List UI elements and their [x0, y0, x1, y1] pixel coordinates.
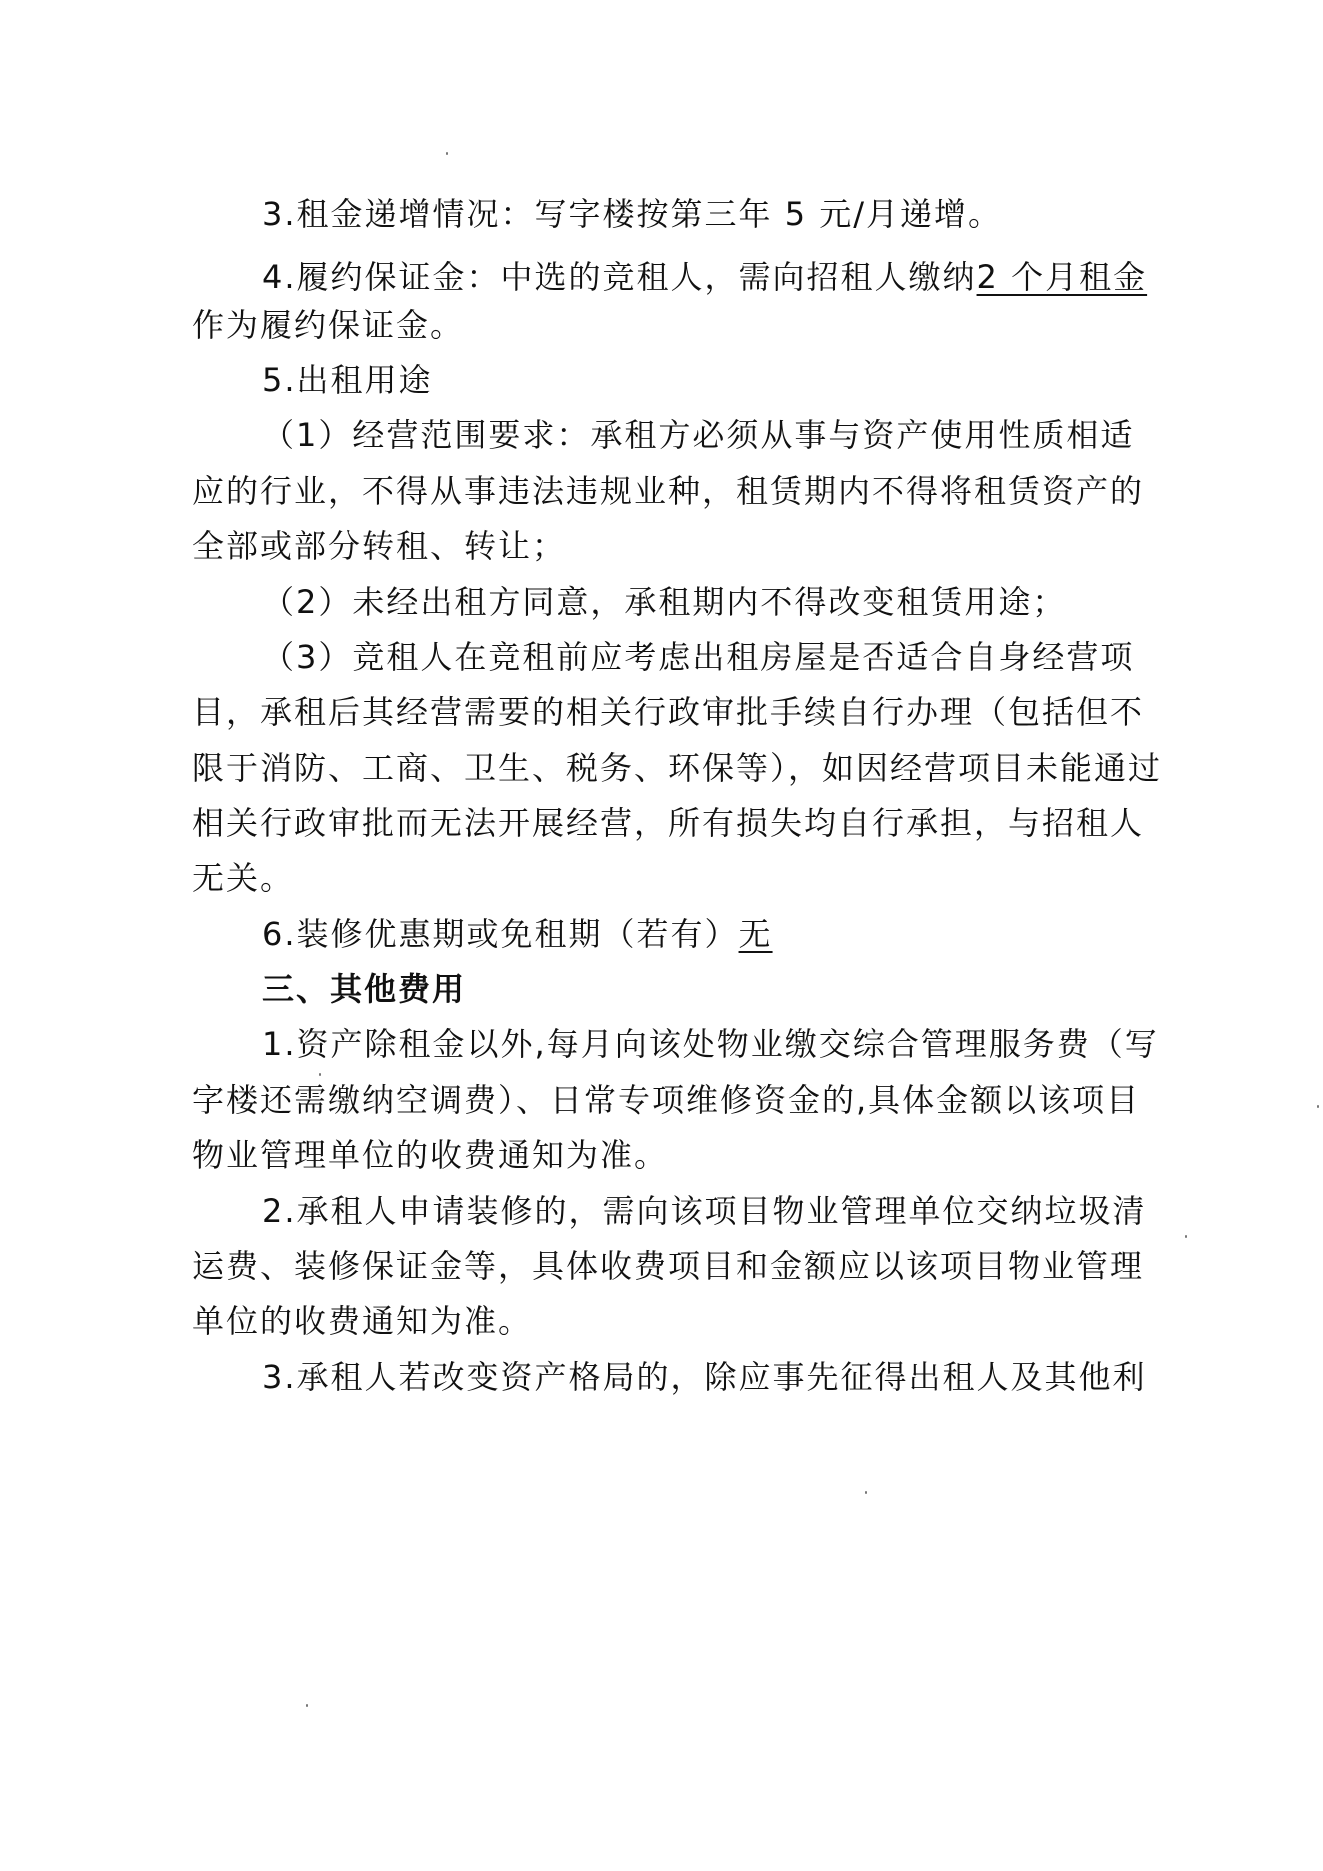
paragraph-fee-2-cont-b: [192, 1301, 532, 1341]
scan-speck: [306, 1704, 308, 1707]
paragraph-fee-2: [262, 1191, 1147, 1231]
text-scope-3-cont-b: 限于消防、工商、卫生、税务、环保等），如因经营项目未能通过: [192, 749, 1163, 787]
text-scope-3-cont-d: 无关。: [192, 859, 295, 897]
paragraph-fee-1: [262, 1024, 1159, 1064]
text-scope-1-cont-b: 全部或部分转租、转让；: [192, 527, 567, 565]
paragraph-fee-1-cont-b: [192, 1135, 668, 1175]
paragraph-rent-free-period: [262, 914, 773, 954]
text-fee-2-cont-a: 运费、装修保证金等，具体收费项目和金额应以该项目物业管理: [192, 1247, 1145, 1285]
paragraph-scope-3-cont-a: [192, 692, 1144, 732]
paragraph-scope-3-cont-b: [192, 748, 1162, 788]
text-scope-1: （1）经营范围要求：承租方必须从事与资产使用性质相适: [262, 416, 1135, 454]
scan-speck: [1317, 1105, 1319, 1108]
paragraph-fee-3: [262, 1357, 1147, 1397]
text-fee-1-cont-b: 物业管理单位的收费通知为准。: [192, 1136, 669, 1174]
scan-speck: [1185, 1235, 1187, 1238]
paragraph-scope-1: [262, 415, 1134, 455]
text-fee-1-cont-a: 字楼还需缴纳空调费）、日常专项维修资金的,具体金额以该项目: [192, 1081, 1141, 1119]
paragraph-performance-deposit: [262, 257, 1147, 297]
paragraph-scope-3-cont-d: [192, 858, 294, 898]
paragraph-rent-increase: [262, 194, 1002, 234]
paragraph-scope-1-cont-a: [192, 471, 1144, 511]
text-rent-free-period: 6.装修优惠期或免租期（若有）: [262, 915, 739, 953]
scan-speck: [865, 1491, 867, 1494]
paragraph-scope-1-cont-b: [192, 526, 566, 566]
paragraph-deposit-continued: [192, 305, 464, 345]
paragraph-scope-3-cont-c: [192, 803, 1144, 843]
paragraph-fee-1-cont-a: [192, 1080, 1140, 1120]
paragraph-scope-2: [262, 582, 1066, 622]
text-fee-2: 2.承租人申请装修的，需向该项目物业管理单位交纳垃圾清: [262, 1192, 1147, 1230]
paragraph-fee-2-cont-a: [192, 1246, 1144, 1286]
text-fee-1: 1.资产除租金以外,每月向该处物业缴交综合管理服务费（写: [262, 1025, 1159, 1063]
underlined-deposit-amount: 2 个月租金: [976, 258, 1148, 296]
text-scope-1-cont-a: 应的行业，不得从事违法违规业种，租赁期内不得将租赁资产的: [192, 472, 1145, 510]
scan-speck: [446, 152, 448, 155]
text-rental-purpose: 5.出租用途: [262, 361, 433, 399]
underlined-rent-free-value: 无: [738, 915, 773, 953]
scan-speck: [319, 1073, 321, 1076]
paragraph-scope-3: [262, 637, 1134, 677]
heading-rental-purpose: [262, 360, 433, 400]
text-scope-2: （2）未经出租方同意，承租期内不得改变租赁用途；: [262, 583, 1067, 621]
text-scope-3: （3）竞租人在竞租前应考虑出租房屋是否适合自身经营项: [262, 638, 1135, 676]
text-scope-3-cont-a: 目，承租后其经营需要的相关行政审批手续自行办理（包括但不: [192, 693, 1145, 731]
text-deposit-intro: 4.履约保证金：中选的竞租人，需向招租人缴纳: [262, 258, 977, 296]
text-deposit-continued: 作为履约保证金。: [192, 306, 465, 344]
text-fee-2-cont-b: 单位的收费通知为准。: [192, 1302, 533, 1340]
text-fee-3: 3.承租人若改变资产格局的，除应事先征得出租人及其他利: [262, 1358, 1147, 1396]
section-heading-other-fees: [262, 969, 466, 1009]
text-other-fees-heading: 三、其他费用: [262, 970, 467, 1008]
text-scope-3-cont-c: 相关行政审批而无法开展经营，所有损失均自行承担，与招租人: [192, 804, 1145, 842]
text-rent-increase: 3.租金递增情况：写字楼按第三年 5 元/月递增。: [262, 195, 1003, 233]
